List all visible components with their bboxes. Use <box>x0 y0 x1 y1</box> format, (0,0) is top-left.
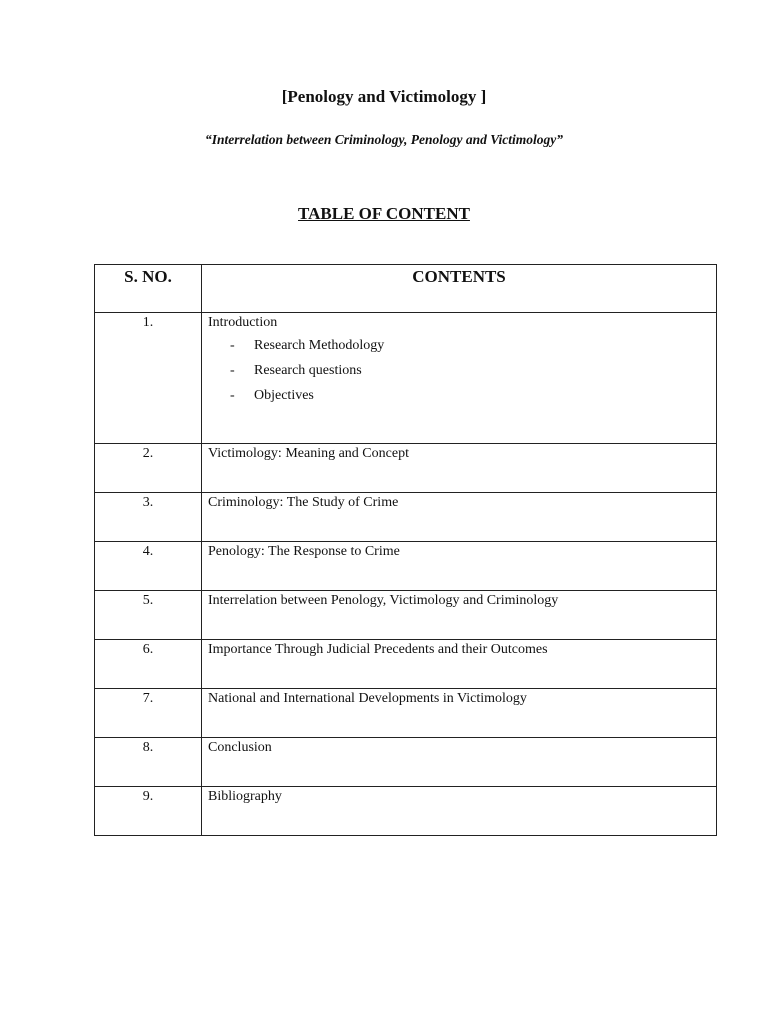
header-contents-label: CONTENTS <box>412 267 506 286</box>
row-title: Criminology: The Study of Crime <box>202 493 717 542</box>
table-row <box>95 640 717 689</box>
table-header-row <box>95 265 717 313</box>
row-title: Penology: The Response to Crime <box>202 542 717 591</box>
row-number: 8. <box>95 738 202 787</box>
table-row <box>95 542 717 591</box>
subitem-text: Research questions <box>254 363 362 378</box>
row-title: Victimology: Meaning and Concept <box>202 444 717 493</box>
row-number: 2. <box>95 444 202 493</box>
table-row <box>95 689 717 738</box>
row-title: Interrelation between Penology, Victimology and Criminology <box>202 591 717 640</box>
subitem-text: Objectives <box>254 388 314 403</box>
row-number: 3. <box>95 493 202 542</box>
document-title: [Penology and Victimology ] <box>281 87 487 106</box>
table-row <box>95 444 717 493</box>
subitem-dash: - <box>230 388 235 403</box>
table-of-contents <box>94 264 717 836</box>
row-title: National and International Developments in Victimology <box>202 689 717 738</box>
subitem-dash: - <box>230 338 235 353</box>
toc-heading: TABLE OF CONTENT <box>298 204 470 223</box>
row-number: 7. <box>95 689 202 738</box>
subitem-dash: - <box>230 363 235 378</box>
row-title: Importance Through Judicial Precedents and their Outcomes <box>202 640 717 689</box>
subitem <box>208 333 716 358</box>
document-subtitle: “Interrelation between Criminology, Penology and Victimology” <box>204 132 563 147</box>
row-content <box>202 313 717 444</box>
row-title: Bibliography <box>202 787 717 836</box>
subitem <box>208 383 716 408</box>
subitem-list <box>208 333 716 408</box>
subitem-text: Research Methodology <box>254 338 385 353</box>
row-number: 1. <box>95 313 202 444</box>
row-title: Conclusion <box>202 738 717 787</box>
header-contents <box>202 265 717 313</box>
row-number: 9. <box>95 787 202 836</box>
row-number: 4. <box>95 542 202 591</box>
table-row <box>95 787 717 836</box>
row-number: 5. <box>95 591 202 640</box>
table-row <box>95 313 717 444</box>
row-title: Introduction <box>208 315 278 330</box>
table-row <box>95 493 717 542</box>
table-row <box>95 591 717 640</box>
header-sno-label: S. NO. <box>124 267 172 286</box>
row-number: 6. <box>95 640 202 689</box>
table-row <box>95 738 717 787</box>
subitem <box>208 358 716 383</box>
header-sno <box>95 265 202 313</box>
